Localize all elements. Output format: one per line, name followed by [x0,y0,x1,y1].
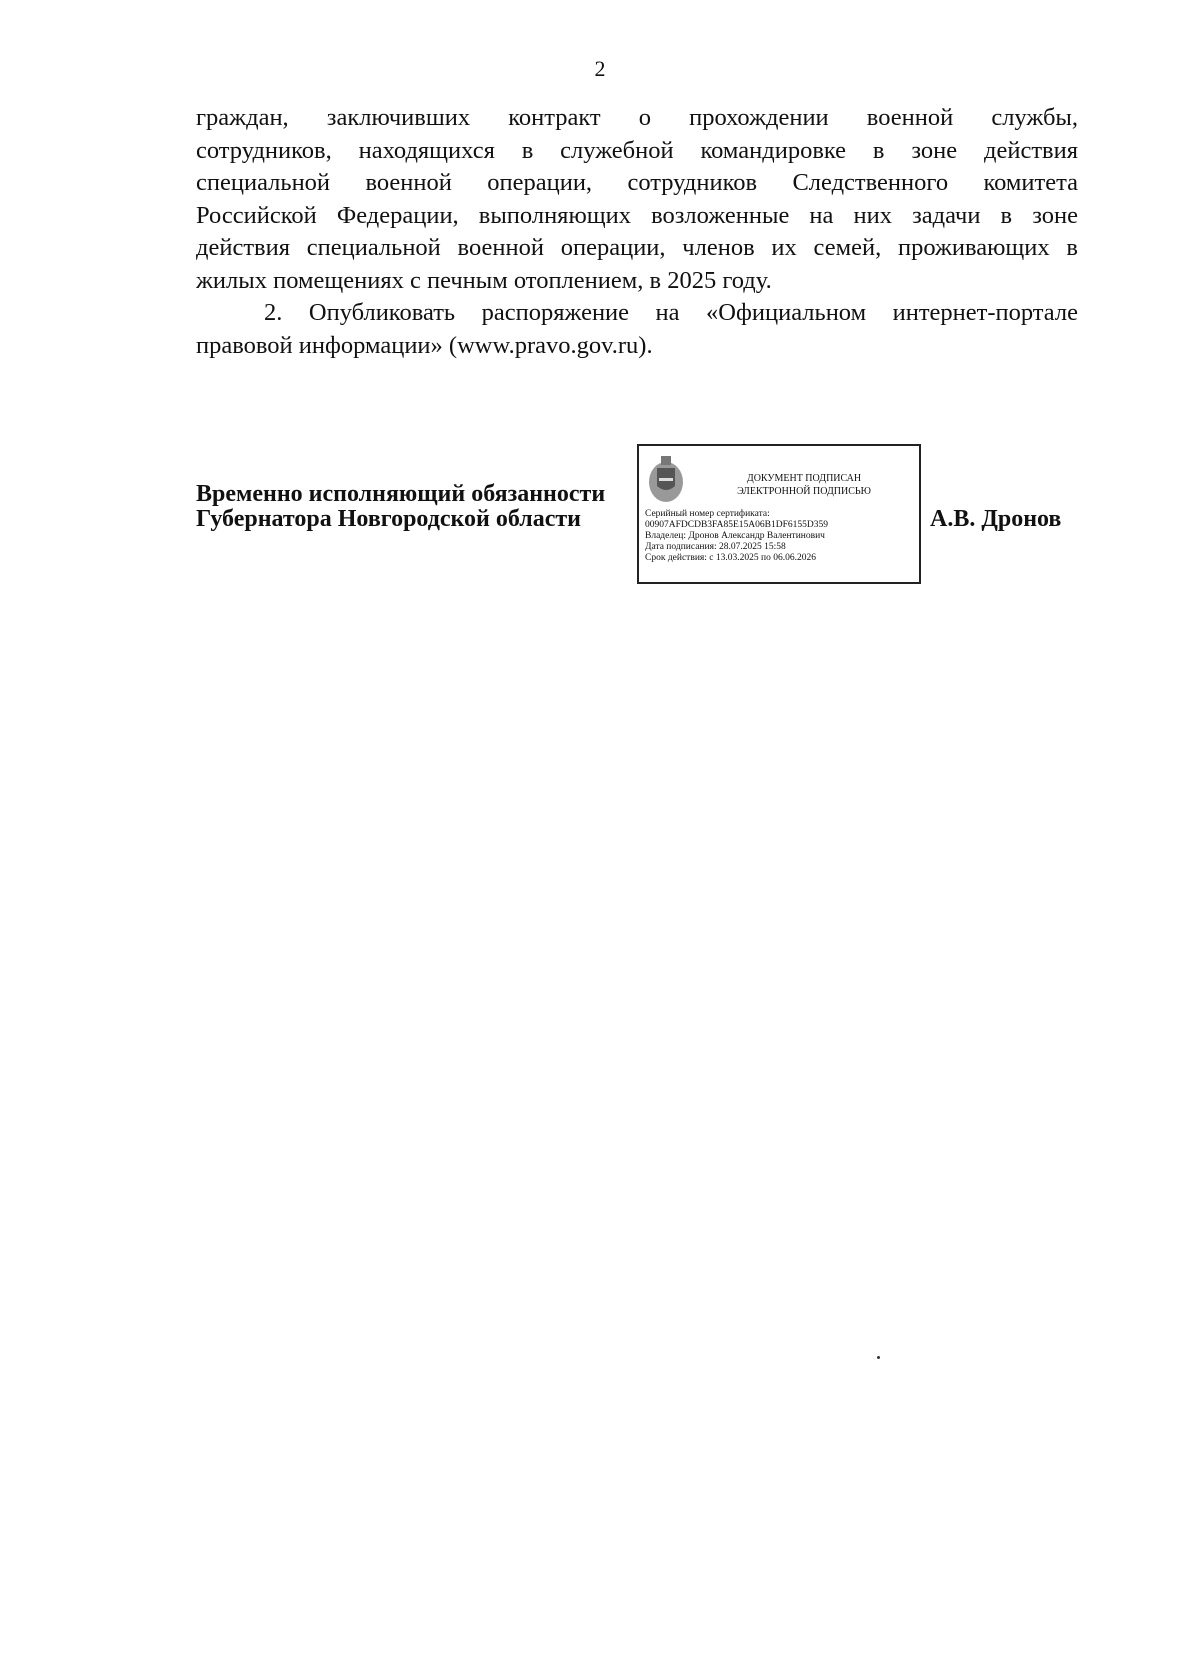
serial-label: Серийный номер сертификата: [645,509,770,519]
page-number: 2 [594,56,606,81]
text-line: жилых помещениях с печным отоплением, в 2025 году. [196,266,772,294]
text-line: 2. Опубликовать распоряжение на «Официальном интернет-портале [264,299,1078,326]
signing-date: Дата подписания: 28.07.2025 15:58 [645,542,786,552]
signer-title [196,482,605,532]
stamp-header [699,472,909,498]
signer-title-line: Губернатора Новгородской области [196,506,582,532]
scan-speck [877,1356,880,1359]
text-line: Российской Федерации, выполняющих возложенные на них задачи в зоне [196,201,1078,229]
body-text [196,102,1078,362]
text-line: граждан, заключивших контракт о прохождении военной службы, [196,104,1078,131]
validity-period: Срок действия: с 13.03.2025 по 06.06.2026 [645,553,816,563]
coat-of-arms-icon [647,454,685,504]
text-line: сотрудников, находящихся в служебной командировке в зоне действия [196,136,1078,164]
signer-name: А.В. Дронов [930,506,1062,532]
text-line: специальной военной операции, сотрудников Следственного комитета [196,169,1078,196]
serial-number: 00907AFDCDB3FA85E15A06B1DF6155D359 [645,520,828,530]
signer-title-line: Временно исполняющий обязанности [196,481,606,507]
text-line: действия специальной военной операции, членов их семей, проживающих в [196,234,1078,261]
stamp-details [645,509,828,564]
e-signature-stamp [637,444,921,584]
text-line: правовой информации» (www.pravo.gov.ru). [196,331,653,359]
certificate-owner: Владелец: Дронов Александр Валентинович [645,531,825,541]
stamp-header-line: ЭЛЕКТРОННОЙ ПОДПИСЬЮ [737,486,871,497]
stamp-header-line: ДОКУМЕНТ ПОДПИСАН [746,473,862,484]
